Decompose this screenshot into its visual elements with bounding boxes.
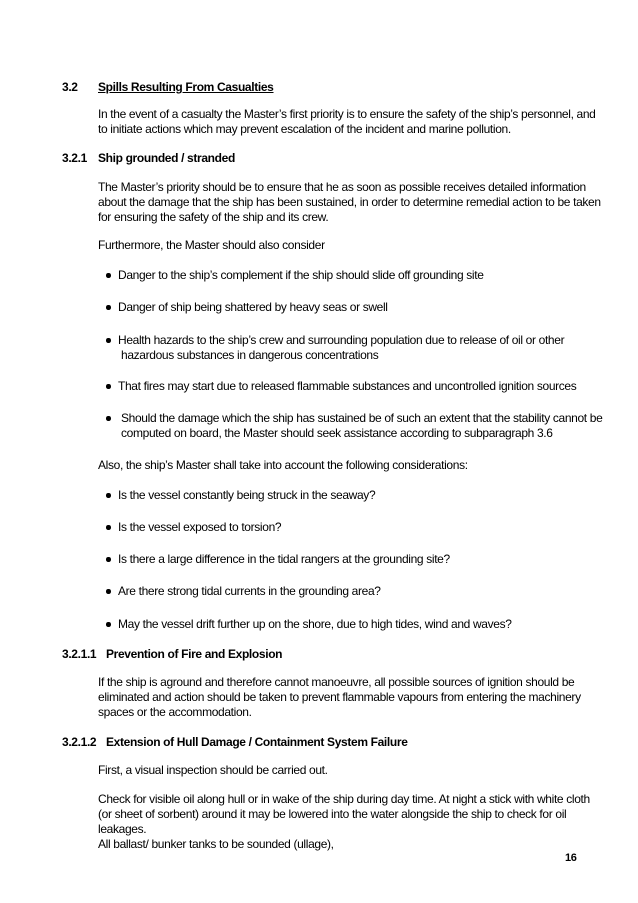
- bullet-icon: [106, 493, 111, 498]
- bullet-icon: [106, 589, 111, 594]
- paragraph-line: All ballast/ bunker tanks to be sounded (ullage),: [98, 837, 334, 851]
- paragraph-line: Check for visible oil along hull or in wake of the ship during day time. At night a stick with white cloth: [98, 792, 590, 806]
- section-heading: Extension of Hull Damage / Containment System Failure: [106, 735, 408, 749]
- bullet-icon: [106, 273, 111, 278]
- paragraph-line: to initiate actions which may prevent escalation of the incident and marine pollution.: [98, 122, 511, 136]
- list-item-text: hazardous substances in dangerous concentrations: [121, 348, 379, 362]
- list-item-text: Danger to the ship’s complement if the ship should slide off grounding site: [118, 268, 484, 282]
- section-number: 3.2.1.1: [62, 647, 97, 661]
- section-number: 3.2.1: [62, 151, 87, 165]
- paragraph-line: eliminated and action should be taken to prevent flammable vapours from entering the machinery: [98, 690, 581, 704]
- list-item-text: That fires may start due to released flammable substances and uncontrolled ignition sources: [118, 379, 577, 393]
- paragraph-line: about the damage that the ship has been sustained, in order to determine remedial action to be taken: [98, 195, 601, 209]
- list-item-text: May the vessel drift further up on the shore, due to high tides, wind and waves?: [118, 617, 512, 631]
- bullet-icon: [106, 525, 111, 530]
- bullet-icon: [106, 416, 111, 421]
- paragraph-line: leakages.: [98, 822, 147, 836]
- section-heading: Prevention of Fire and Explosion: [106, 647, 283, 661]
- list-item-text: computed on board, the Master should seek assistance according to subparagraph 3.6: [121, 426, 553, 440]
- list-item-text: Is the vessel exposed to torsion?: [118, 520, 282, 534]
- bullet-icon: [106, 622, 111, 627]
- list-item-text: Health hazards to the ship’s crew and surrounding population due to release of oil or other: [118, 333, 565, 347]
- paragraph-line: for ensuring the safety of the ship and its crew.: [98, 210, 329, 224]
- paragraph-line: (or sheet of sorbent) around it may be lowered into the water alongside the ship to check for oil: [98, 807, 567, 821]
- paragraph-line: Furthermore, the Master should also consider: [98, 238, 325, 252]
- section-number: 3.2: [62, 80, 78, 94]
- section-number: 3.2.1.2: [62, 735, 97, 749]
- section-heading: Spills Resulting From Casualties: [98, 80, 274, 94]
- paragraph-line: If the ship is aground and therefore cannot manoeuvre, all possible sources of ignition should be: [98, 675, 575, 689]
- paragraph-line: spaces or the accommodation.: [98, 705, 252, 719]
- bullet-icon: [106, 557, 111, 562]
- paragraph-line: In the event of a casualty the Master’s first priority is to ensure the safety of the ship’s personnel, and: [98, 107, 596, 121]
- paragraph-line: Also, the ship’s Master shall take into account the following considerations:: [98, 458, 468, 472]
- list-item-text: Are there strong tidal currents in the grounding area?: [118, 584, 381, 598]
- page-number: 16: [565, 852, 577, 864]
- bullet-icon: [106, 338, 111, 343]
- bullet-icon: [106, 384, 111, 389]
- bullet-icon: [106, 305, 111, 310]
- paragraph-line: The Master’s priority should be to ensure that he as soon as possible receives detailed information: [98, 180, 586, 194]
- section-heading: Ship grounded / stranded: [98, 151, 235, 165]
- list-item-text: Is the vessel constantly being struck in the seaway?: [118, 488, 376, 502]
- list-item-text: Danger of ship being shattered by heavy seas or swell: [118, 300, 388, 314]
- list-item-text: Is there a large difference in the tidal rangers at the grounding site?: [118, 552, 450, 566]
- paragraph-line: First, a visual inspection should be carried out.: [98, 763, 328, 777]
- list-item-text: Should the damage which the ship has sustained be of such an extent that the stability cannot be: [121, 411, 603, 425]
